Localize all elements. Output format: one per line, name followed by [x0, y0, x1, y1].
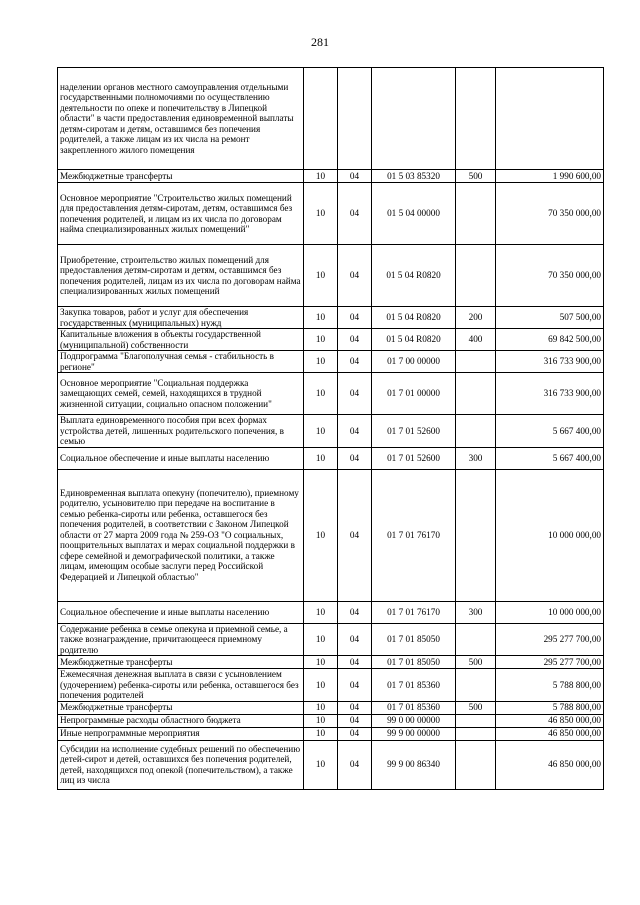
section-code-cell: 10 [304, 623, 338, 656]
amount-cell: 46 850 000,00 [496, 727, 604, 740]
expense-type-cell [456, 727, 496, 740]
amount-cell: 46 850 000,00 [496, 714, 604, 727]
section-code-cell: 10 [304, 307, 338, 329]
table-row [58, 623, 604, 656]
subsection-code-cell: 04 [338, 727, 372, 740]
amount-cell: 295 277 700,00 [496, 656, 604, 669]
target-article-cell: 01 5 03 85320 [372, 170, 456, 183]
expense-name-cell: Закупка товаров, работ и услуг для обеспечения государственных (муниципальных) нужд [58, 307, 304, 329]
target-article-cell: 01 7 01 85360 [372, 669, 456, 702]
expense-type-cell [456, 183, 496, 245]
target-article-cell: 99 0 00 00000 [372, 714, 456, 727]
amount-cell: 10 000 000,00 [496, 601, 604, 623]
table-row [58, 373, 604, 415]
expense-name-cell: Единовременная выплата опекуну (попечителю), приемному родителю, усыновителю при передаче на воспитание в семью ребенка-сироты или ребенка, оставшегося без попечения родителей, в соответствии с Законом Липецкой области от 27 марта 2009 года № 259-ОЗ "О социальных, поощрительных выплатах и мерах социальной поддержки в сфере семейной и демографической политики, а также лицам, имеющим особые заслуги перед Российской Федерацией и Липецкой областью" [58, 469, 304, 601]
subsection-code-cell: 04 [338, 701, 372, 714]
budget-table [57, 67, 604, 790]
section-code-cell: 10 [304, 469, 338, 601]
table-row [58, 351, 604, 373]
expense-name-cell: Основное мероприятие "Социальная поддержка замещающих семей, семей, находящихся в трудной жизненной ситуации, социально опасном положении" [58, 373, 304, 415]
amount-cell: 1 990 600,00 [496, 170, 604, 183]
table-row [58, 415, 604, 448]
subsection-code-cell: 04 [338, 415, 372, 448]
section-code-cell: 10 [304, 351, 338, 373]
table-row [58, 714, 604, 727]
page-number: 281 [311, 35, 329, 49]
amount-cell: 295 277 700,00 [496, 623, 604, 656]
subsection-code-cell: 04 [338, 714, 372, 727]
table-row [58, 170, 604, 183]
expense-name-cell: Капитальные вложения в объекты государственной (муниципальной) собственности [58, 329, 304, 351]
section-code-cell: 10 [304, 415, 338, 448]
section-code-cell [304, 68, 338, 170]
expense-name-cell: Субсидии на исполнение судебных решений по обеспечению детей-сирот и детей, оставшихся без попечения родителей, детей, находящихся под опекой (попечительством), а также лиц из числа [58, 740, 304, 789]
target-article-cell: 01 7 00 00000 [372, 351, 456, 373]
expense-name-cell: Социальное обеспечение и иные выплаты населению [58, 447, 304, 469]
section-code-cell: 10 [304, 183, 338, 245]
amount-cell [496, 68, 604, 170]
target-article-cell: 01 7 01 00000 [372, 373, 456, 415]
amount-cell: 5 788 800,00 [496, 701, 604, 714]
subsection-code-cell: 04 [338, 307, 372, 329]
subsection-code-cell: 04 [338, 669, 372, 702]
target-article-cell: 99 9 00 00000 [372, 727, 456, 740]
expense-type-cell [456, 469, 496, 601]
expense-name-cell: Межбюджетные трансферты [58, 656, 304, 669]
subsection-code-cell: 04 [338, 183, 372, 245]
expense-type-cell: 300 [456, 601, 496, 623]
table-row [58, 329, 604, 351]
target-article-cell: 01 5 04 00000 [372, 183, 456, 245]
amount-cell: 316 733 900,00 [496, 373, 604, 415]
table-row [58, 701, 604, 714]
section-code-cell: 10 [304, 601, 338, 623]
table-row [58, 656, 604, 669]
expense-type-cell [456, 415, 496, 448]
table-row [58, 68, 604, 170]
table-row [58, 727, 604, 740]
amount-cell: 5 788 800,00 [496, 669, 604, 702]
expense-type-cell [456, 669, 496, 702]
expense-name-cell: наделении органов местного самоуправления отдельными государственными полномочиями по осуществлению деятельности по опеке и попечительству в Липецкой области" в части предоставления единовременной выплаты детям-сиротам и детям, оставшимся без попечения родителей, а также лицам из их числа на ремонт закрепленного жилого помещения [58, 68, 304, 170]
target-article-cell: 01 7 01 76170 [372, 469, 456, 601]
expense-name-cell: Социальное обеспечение и иные выплаты населению [58, 601, 304, 623]
section-code-cell: 10 [304, 669, 338, 702]
expense-type-cell [456, 68, 496, 170]
amount-cell: 69 842 500,00 [496, 329, 604, 351]
section-code-cell: 10 [304, 245, 338, 307]
section-code-cell: 10 [304, 447, 338, 469]
target-article-cell: 01 5 04 R0820 [372, 307, 456, 329]
expense-type-cell [456, 740, 496, 789]
subsection-code-cell: 04 [338, 245, 372, 307]
section-code-cell: 10 [304, 740, 338, 789]
expense-name-cell: Приобретение, строительство жилых помещений для предоставления детям-сиротам и детям, оставшимся без попечения родителей, лицам из их числа по договорам найма специализированных жилых помещений [58, 245, 304, 307]
expense-name-cell: Межбюджетные трансферты [58, 701, 304, 714]
table-row [58, 447, 604, 469]
table-row [58, 469, 604, 601]
expense-name-cell: Основное мероприятие "Строительство жилых помещений для предоставления детям-сиротам, детям, оставшимся без попечения родителей, и лицам из их числа по договорам найма специализированных жилых помещений" [58, 183, 304, 245]
amount-cell: 5 667 400,00 [496, 415, 604, 448]
target-article-cell: 01 7 01 85050 [372, 656, 456, 669]
table-row [58, 601, 604, 623]
expense-name-cell: Непрограммные расходы областного бюджета [58, 714, 304, 727]
amount-cell: 507 500,00 [496, 307, 604, 329]
expense-name-cell: Иные непрограммные мероприятия [58, 727, 304, 740]
table-row [58, 307, 604, 329]
subsection-code-cell [338, 68, 372, 170]
target-article-cell: 01 7 01 76170 [372, 601, 456, 623]
target-article-cell: 01 5 04 R0820 [372, 245, 456, 307]
table-row [58, 183, 604, 245]
expense-name-cell: Межбюджетные трансферты [58, 170, 304, 183]
subsection-code-cell: 04 [338, 170, 372, 183]
expense-name-cell: Содержание ребенка в семье опекуна и приемной семье, а также вознаграждение, причитающееся приемному родителю [58, 623, 304, 656]
subsection-code-cell: 04 [338, 447, 372, 469]
amount-cell: 70 350 000,00 [496, 245, 604, 307]
amount-cell: 46 850 000,00 [496, 740, 604, 789]
expense-type-cell: 500 [456, 701, 496, 714]
amount-cell: 5 667 400,00 [496, 447, 604, 469]
expense-type-cell: 400 [456, 329, 496, 351]
subsection-code-cell: 04 [338, 656, 372, 669]
expense-name-cell: Ежемесячная денежная выплата в связи с усыновлением (удочерением) ребенка-сироты или ребенка, оставшегося без попечения родителей [58, 669, 304, 702]
target-article-cell: 01 7 01 52600 [372, 415, 456, 448]
section-code-cell: 10 [304, 727, 338, 740]
subsection-code-cell: 04 [338, 351, 372, 373]
target-article-cell [372, 68, 456, 170]
section-code-cell: 10 [304, 701, 338, 714]
subsection-code-cell: 04 [338, 740, 372, 789]
amount-cell: 316 733 900,00 [496, 351, 604, 373]
expense-type-cell: 500 [456, 170, 496, 183]
expense-type-cell [456, 714, 496, 727]
expense-type-cell [456, 245, 496, 307]
expense-type-cell [456, 623, 496, 656]
target-article-cell: 01 5 04 R0820 [372, 329, 456, 351]
budget-table-body [58, 68, 604, 790]
subsection-code-cell: 04 [338, 601, 372, 623]
section-code-cell: 10 [304, 714, 338, 727]
amount-cell: 10 000 000,00 [496, 469, 604, 601]
expense-type-cell: 300 [456, 447, 496, 469]
section-code-cell: 10 [304, 656, 338, 669]
expense-type-cell [456, 351, 496, 373]
expense-type-cell: 200 [456, 307, 496, 329]
expense-type-cell [456, 373, 496, 415]
table-row [58, 245, 604, 307]
section-code-cell: 10 [304, 170, 338, 183]
expense-name-cell: Выплата единовременного пособия при всех формах устройства детей, лишенных родительского попечения, в семью [58, 415, 304, 448]
subsection-code-cell: 04 [338, 373, 372, 415]
subsection-code-cell: 04 [338, 469, 372, 601]
amount-cell: 70 350 000,00 [496, 183, 604, 245]
target-article-cell: 99 9 00 86340 [372, 740, 456, 789]
expense-type-cell: 500 [456, 656, 496, 669]
expense-name-cell: Подпрограмма "Благополучная семья - стабильность в регионе" [58, 351, 304, 373]
subsection-code-cell: 04 [338, 329, 372, 351]
subsection-code-cell: 04 [338, 623, 372, 656]
target-article-cell: 01 7 01 85360 [372, 701, 456, 714]
section-code-cell: 10 [304, 329, 338, 351]
table-row [58, 669, 604, 702]
table-row [58, 740, 604, 789]
section-code-cell: 10 [304, 373, 338, 415]
target-article-cell: 01 7 01 85050 [372, 623, 456, 656]
target-article-cell: 01 7 01 52600 [372, 447, 456, 469]
